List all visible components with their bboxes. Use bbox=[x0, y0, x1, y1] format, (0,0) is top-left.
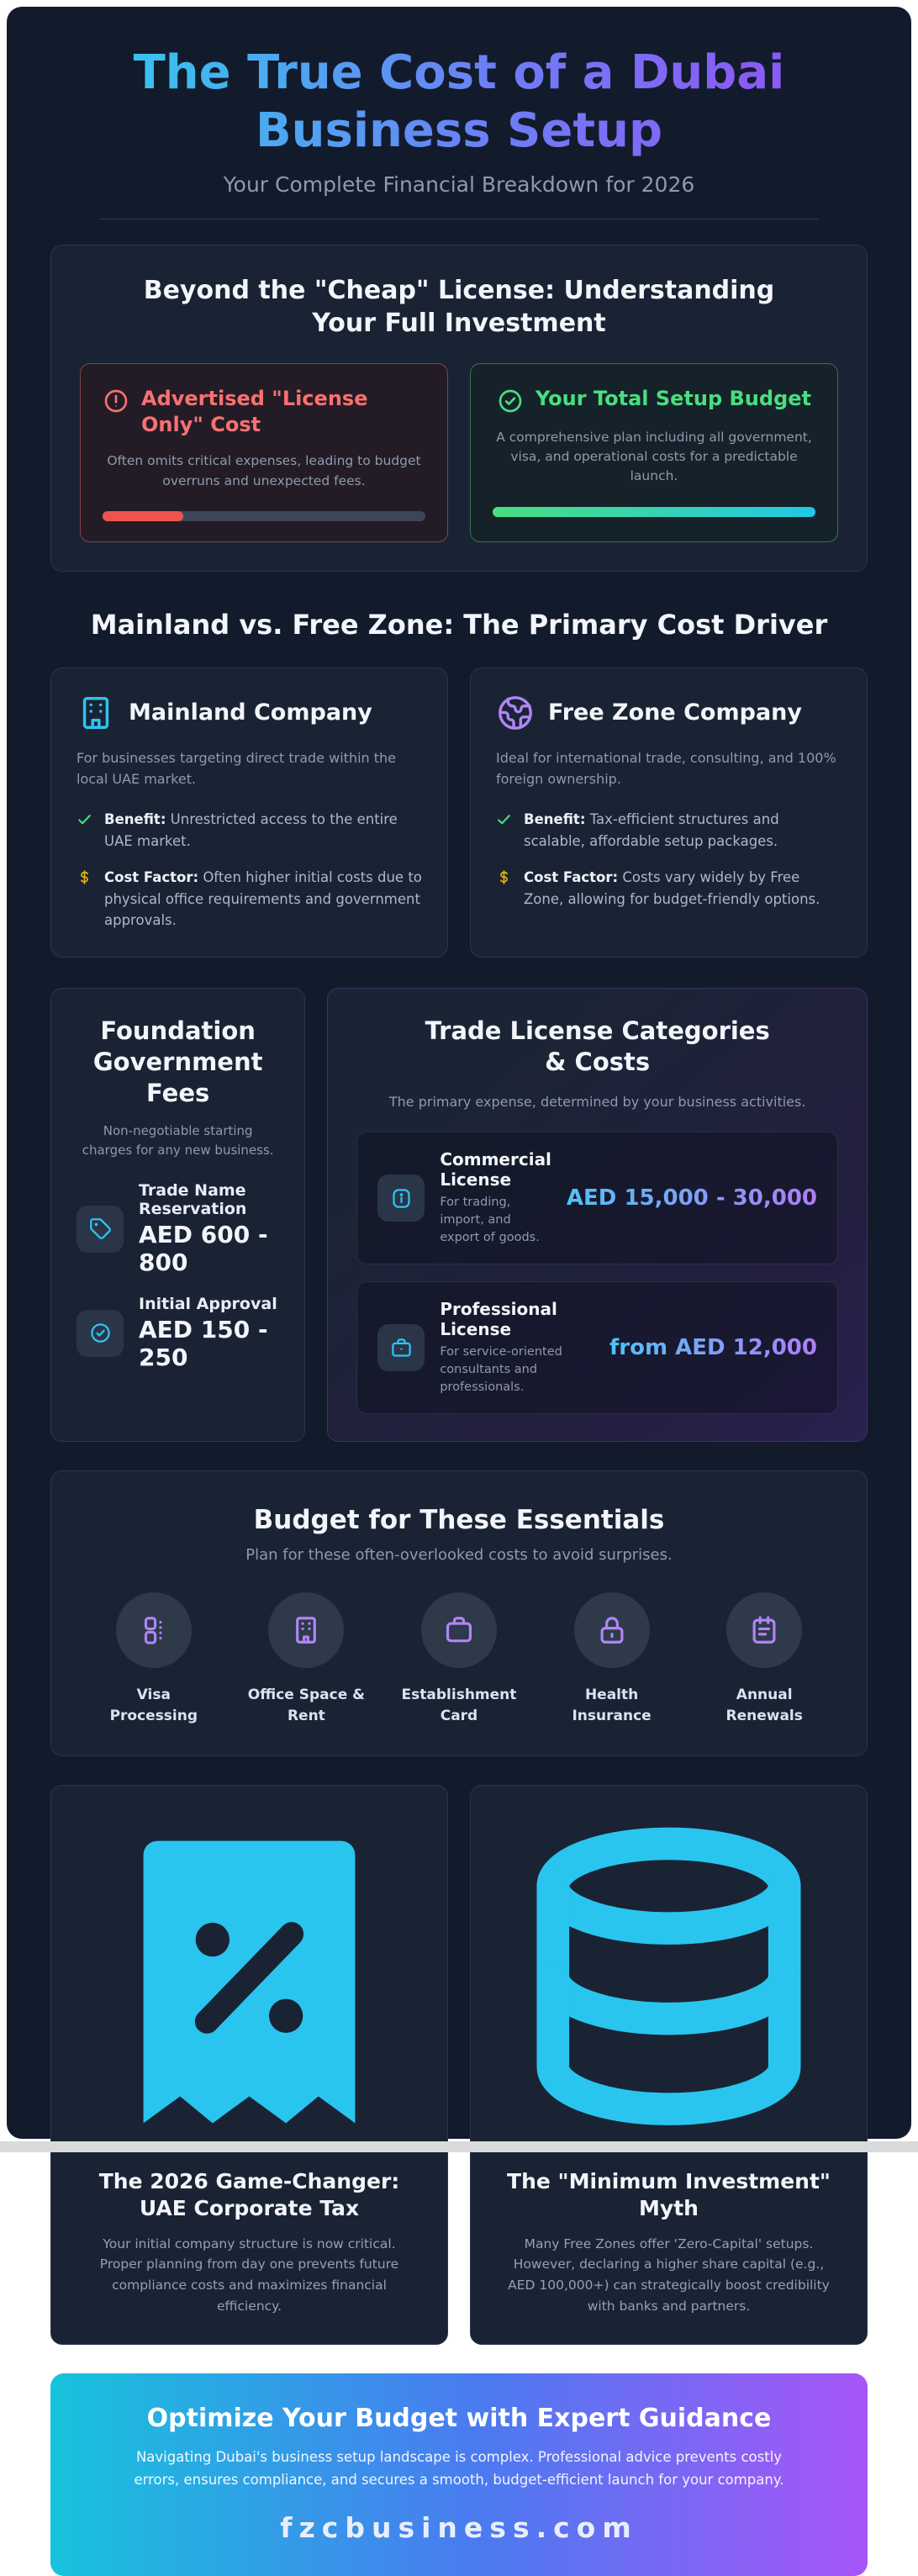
freezone-desc: Ideal for international trade, consulting, and 100% foreign ownership. bbox=[496, 749, 836, 788]
database-icon bbox=[499, 1813, 838, 2151]
briefcase-icon bbox=[443, 1614, 475, 1646]
initial-approval-fee-item bbox=[76, 1295, 279, 1371]
professional-license-sub: For service-oriented consultants and professionals. bbox=[440, 1345, 562, 1395]
intro-title: Beyond the "Cheap" License: Understanding Your Full Investment bbox=[143, 275, 775, 338]
license-only-cost-desc: Often omits critical expenses, leading to budget overruns and unexpected fees. bbox=[107, 453, 421, 488]
freezone-benefit: Benefit: Tax-efficient structures and scalable, affordable setup packages. bbox=[496, 809, 842, 852]
mainland-cost-factor: Cost Factor: Often higher initial costs due to physical office requirements and government approvals. bbox=[76, 867, 422, 932]
cost-progress-fill bbox=[103, 511, 183, 521]
tag-icon bbox=[89, 1217, 112, 1240]
calendar-icon bbox=[748, 1614, 780, 1646]
check-circle-icon bbox=[89, 1322, 112, 1344]
mainland-benefit: Benefit: Unrestricted access to the entire UAE market. bbox=[76, 809, 422, 852]
trade-name-label: Trade Name Reservation bbox=[139, 1181, 247, 1219]
budget-progress-fill bbox=[493, 507, 815, 517]
essential-office-space: Office Space & Rent bbox=[238, 1592, 376, 1726]
infographic-container bbox=[7, 7, 911, 2545]
license-only-cost-title: Advertised "License Only" Cost bbox=[141, 386, 368, 437]
lock-icon bbox=[596, 1614, 628, 1646]
government-fees-card bbox=[50, 988, 305, 1442]
office-building-icon bbox=[290, 1614, 322, 1646]
essential-establishment-card: Establishment Card bbox=[390, 1592, 528, 1726]
initial-approval-label: Initial Approval bbox=[139, 1295, 277, 1314]
cost-progress-track bbox=[103, 511, 425, 521]
license-info-icon bbox=[390, 1187, 413, 1210]
freezone-title: Free Zone Company bbox=[548, 699, 802, 726]
minimum-investment-desc: Many Free Zones offer 'Zero-Capital' setups. However, declaring a higher share capital (e.g., AED 100,000+) can strategically boost credibility with banks and partners. bbox=[508, 2236, 830, 2314]
fees-license-row bbox=[50, 988, 868, 1442]
dollar-icon bbox=[496, 869, 512, 885]
initial-approval-value: AED 150 - 250 bbox=[139, 1316, 268, 1372]
total-budget-desc: A comprehensive plan including all government, visa, and operational costs for a predictable launch. bbox=[496, 429, 812, 484]
comparison-cards bbox=[50, 668, 868, 958]
check-circle-icon bbox=[497, 388, 524, 414]
trade-name-value: AED 600 - 800 bbox=[139, 1221, 268, 1277]
trade-license-title: Trade License Categories & Costs bbox=[425, 1016, 770, 1077]
building-icon bbox=[76, 694, 115, 732]
essentials-desc: Plan for these often-overlooked costs to avoid surprises. bbox=[245, 1546, 673, 1565]
page-subtitle: Your Complete Financial Breakdown for 2026 bbox=[223, 172, 695, 197]
intro-cards bbox=[80, 363, 838, 542]
check-icon bbox=[496, 811, 512, 827]
alert-circle-icon bbox=[103, 388, 129, 414]
total-budget-card bbox=[470, 363, 838, 542]
cta-desc: Navigating Dubai's business setup landscape is complex. Professional advice prevents costly errors, ensures compliance, and secures a smooth, budget-efficient launch for your company. bbox=[134, 2448, 784, 2488]
minimum-investment-card bbox=[470, 1785, 868, 2345]
professional-license-price: from AED 12,000 bbox=[609, 1335, 817, 1361]
mainland-card bbox=[50, 668, 448, 958]
visa-passport-icon bbox=[138, 1614, 170, 1646]
government-fees-title: Foundation Government Fees bbox=[92, 1016, 263, 1107]
essential-visa-processing: Visa Processing bbox=[85, 1592, 223, 1726]
freezone-cost-factor: Cost Factor: Costs vary widely by Free Zone, allowing for budget-friendly options. bbox=[496, 867, 842, 910]
globe-icon bbox=[496, 694, 535, 732]
corporate-tax-card bbox=[50, 1785, 448, 2345]
cta-section bbox=[50, 2373, 868, 2576]
check-icon bbox=[76, 811, 92, 827]
essential-health-insurance: Health Insurance bbox=[543, 1592, 681, 1726]
commercial-license-sub: For trading, import, and export of goods. bbox=[440, 1196, 540, 1245]
trade-name-fee-item bbox=[76, 1181, 279, 1276]
insights-row bbox=[50, 1785, 868, 2345]
commercial-license-name: Commercial License bbox=[440, 1149, 551, 1190]
dollar-icon bbox=[76, 869, 92, 885]
page-title: The True Cost of a Dubai Business Setup bbox=[89, 44, 829, 161]
trade-license-desc: The primary expense, determined by your business activities. bbox=[388, 1094, 806, 1111]
mainland-title: Mainland Company bbox=[129, 699, 372, 726]
corporate-tax-title: The 2026 Game-Changer: UAE Corporate Tax bbox=[98, 2168, 400, 2220]
professional-license-row bbox=[356, 1281, 838, 1414]
receipt-percent-icon bbox=[80, 1813, 419, 2151]
essentials-title: Budget for These Essentials bbox=[253, 1505, 665, 1536]
freezone-card bbox=[470, 668, 868, 958]
budget-progress-track bbox=[493, 507, 815, 517]
cta-title: Optimize Your Budget with Expert Guidance bbox=[146, 2403, 772, 2433]
government-fees-desc: Non-negotiable starting charges for any new business. bbox=[82, 1123, 274, 1158]
professional-license-name: Professional License bbox=[440, 1299, 557, 1340]
mainland-desc: For businesses targeting direct trade within the local UAE market. bbox=[76, 749, 397, 788]
bottom-edge-strip bbox=[0, 2141, 918, 2152]
comparison-heading: Mainland vs. Free Zone: The Primary Cost Driver bbox=[90, 608, 828, 641]
commercial-license-row bbox=[356, 1132, 838, 1264]
minimum-investment-title: The "Minimum Investment" Myth bbox=[507, 2168, 831, 2220]
cta-domain-link[interactable]: fzcbusiness.com bbox=[280, 2511, 638, 2545]
intro-section bbox=[50, 245, 868, 572]
commercial-license-price: AED 15,000 - 30,000 bbox=[566, 1185, 817, 1211]
corporate-tax-desc: Your initial company structure is now critical. Proper planning from day one prevents future compliance costs and maximizes financial efficiency. bbox=[99, 2236, 399, 2314]
total-budget-title: Your Total Setup Budget bbox=[535, 386, 811, 410]
trade-license-card bbox=[327, 988, 868, 1442]
license-only-cost-card bbox=[80, 363, 448, 542]
briefcase-icon bbox=[390, 1337, 413, 1359]
essentials-section bbox=[50, 1470, 868, 1755]
essential-annual-renewals: Annual Renewals bbox=[695, 1592, 833, 1726]
